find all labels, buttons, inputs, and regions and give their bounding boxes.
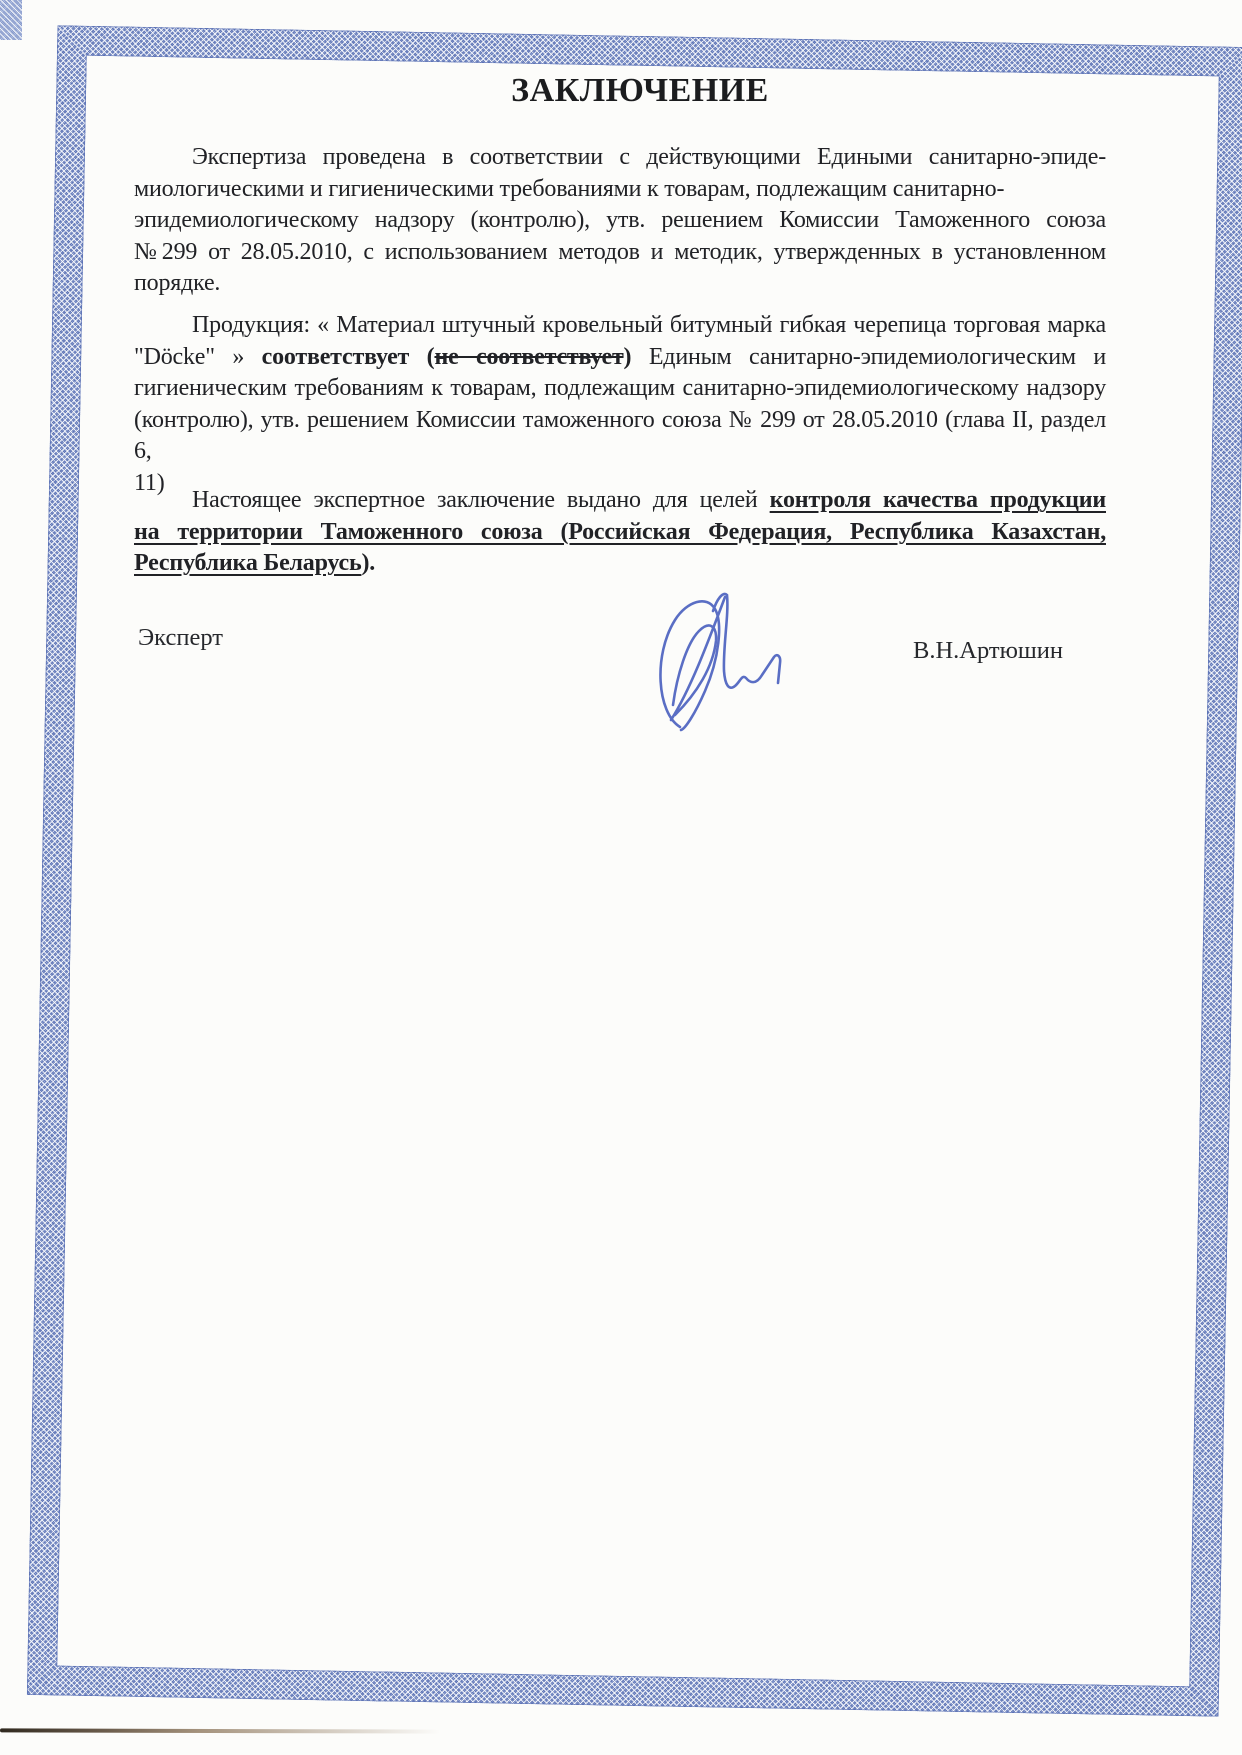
expert-name: В.Н.Артюшин [913, 637, 1064, 664]
text-run: 11) [134, 469, 165, 496]
text-run: не соответствует [434, 343, 624, 370]
text-line [134, 373, 1106, 405]
text-line [134, 310, 1106, 342]
text-run: гигиеническим требованиям к товарам, подлежащим санитарно-эпидемиологическому надзору [134, 375, 1106, 401]
text-line [134, 517, 1106, 549]
text-run: ( [426, 343, 435, 370]
text-run: ) [623, 343, 632, 370]
paragraph-purpose [134, 485, 1106, 580]
text-line [134, 237, 1106, 269]
text-run: №299 от 28.05.2010, с использованием методов и методик, утвержденных в установленном [134, 238, 1106, 265]
text-run: соответствует [261, 343, 427, 370]
page-title: ЗАКЛЮЧЕНИЕ [511, 72, 769, 109]
text-run: ). [361, 550, 376, 576]
text-run: порядке. [134, 270, 221, 296]
text-line [134, 485, 1106, 517]
text-run: эпидемиологическому надзору (контролю), утв. решением Комиссии Таможенного союза [134, 207, 1106, 233]
handwritten-signature-icon [635, 575, 800, 745]
text-line [134, 548, 1106, 580]
text-run: Республика Беларусь [134, 550, 362, 576]
text-line [134, 268, 1106, 300]
text-line [134, 174, 1106, 206]
text-run: контроля качества продукции [769, 487, 1106, 513]
text-run: на территории Таможенного союза (Российская Федерация, Республика Казахстан, [134, 518, 1106, 545]
text-run: Настоящее экспертное заключение выдано для целей [192, 487, 770, 513]
text-line [134, 205, 1106, 237]
expert-role-label: Эксперт [138, 624, 223, 651]
text-line [134, 342, 1106, 374]
text-run: Продукция: « Материал штучный кровельный битумный гибкая черепица торговая марка [192, 312, 1106, 338]
text-run: (контролю), утв. решением Комиссии таможенного союза № 299 от 28.05.2010 (глава II, раздел 6, [134, 406, 1106, 464]
text-line [134, 142, 1106, 174]
text-run: Единым санитарно-эпидемиологическим и [631, 343, 1107, 370]
paragraph-expertise [134, 142, 1106, 300]
text-run: миологическими и гигиеническими требованиями к товарам, подлежащим санитарно- [134, 175, 1005, 202]
text-run: Экспертиза проведена в соответствии с действующими Едиными санитарно-эпиде- [192, 144, 1106, 170]
paragraph-product-conformity [134, 310, 1106, 499]
text-run: "Döcke" » [134, 343, 262, 370]
text-line [134, 405, 1106, 468]
